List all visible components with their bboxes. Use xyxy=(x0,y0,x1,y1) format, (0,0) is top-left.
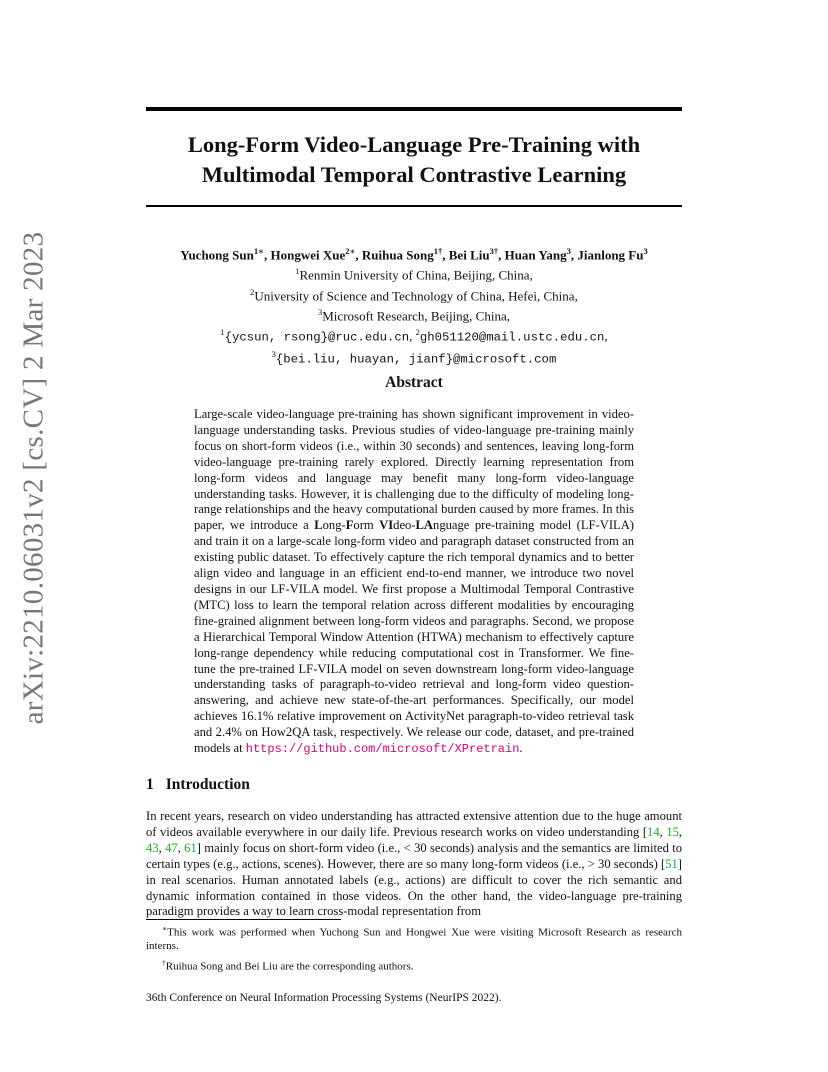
author-mark: 2∗ xyxy=(345,246,356,256)
affiliation-number: 2 xyxy=(250,286,255,297)
intro-text: In recent years, research on video understanding has attracted extensive attention due to the huge amount of videos available everywhere in our daily life. Previous research works on video understanding [ xyxy=(146,809,682,839)
affiliation-text: Microsoft Research, Beijing, China, xyxy=(322,308,510,324)
abstract-emphasis: VI xyxy=(379,518,394,533)
author-mark: 3† xyxy=(489,246,499,256)
citation-link[interactable]: 15 xyxy=(666,824,679,839)
abstract-emphasis: LA xyxy=(415,518,434,533)
abstract-text: ong- xyxy=(322,518,346,533)
abstract-emphasis: L xyxy=(314,518,323,533)
email-ustc: gh051120@mail.ustc.edu.cn xyxy=(419,330,605,345)
abstract-body xyxy=(194,407,634,758)
affiliation-number: 1 xyxy=(295,266,300,277)
author-mark: 3 xyxy=(643,246,648,256)
author-separator: , xyxy=(263,247,271,263)
section-heading-introduction xyxy=(146,776,250,794)
arxiv-identifier-stamp: arXiv:2210.06031v2 [cs.CV] 2 Mar 2023 xyxy=(17,231,50,725)
author-name: Yuchong Sun xyxy=(180,247,254,263)
introduction-body xyxy=(146,809,682,920)
footnote-mark: † xyxy=(162,958,166,968)
section-title: Introduction xyxy=(165,776,250,793)
affiliation-text: Renmin University of China, Beijing, China, xyxy=(299,267,533,283)
affiliation-1 xyxy=(146,263,682,283)
intro-text: , xyxy=(659,824,667,839)
footnote-mark: ∗ xyxy=(162,924,168,933)
affiliation-number: 3 xyxy=(271,348,276,359)
abstract-text: nguage xyxy=(433,518,470,533)
intro-text: ] mainly focus on short-form video (i.e., < 30 seconds) analysis and the semantics are limited to certain types (e.g., actions, scenes). However, there are so many long-form videos (i.e., > 30 seconds) [ xyxy=(146,840,683,871)
author-name: Huan Yang xyxy=(504,247,567,263)
email-separator: , xyxy=(604,328,608,344)
abstract-text: Large-scale video-language pre-training has shown significant improvement in video-language understanding tasks. Previous studies of video-language pre-training mainly focus on short-form videos (i.e., within 30 seconds) and sentences, leaving long-form video-language pre-training rarely explored. Directly learning representation from long-form videos and language may benefit many long-form video-language understanding tasks. However, it is challenging due to the difficulty of modeling long-range relationships and the heavy computational burden caused by more frames. In this paper, we introduce a xyxy=(194,407,634,533)
section-number: 1 xyxy=(146,776,154,793)
author-separator: , xyxy=(570,247,578,263)
author-mark: 1∗ xyxy=(253,246,264,256)
intro-text: , xyxy=(678,824,683,839)
author-block xyxy=(146,243,682,367)
email-separator: , xyxy=(409,328,416,344)
abstract-emphasis: F xyxy=(345,518,354,533)
footnote-2 xyxy=(146,956,682,974)
author-list xyxy=(146,243,682,263)
author-name: Ruihua Song xyxy=(361,247,434,263)
author-name: Bei Liu xyxy=(448,247,490,263)
abstract-text: pre-training model (LF-VILA) and train it on a large-scale long-form video and paragraph dataset constructed from an existing public dataset. To effectively capture the rich temporal dynamics and to better align video and language in an efficient end-to-end manner, we introduce two novel designs in our LF-VILA model. We first propose a Multimodal Temporal Contrastive (MTC) loss to learn the temporal relation across different modalities by encouraging fine-grained alignment between long-form videos and paragraphs. Second, we propose a Hierarchical Temporal Window Attention (HTWA) mechanism to effectively capture long-range dependency while reducing computational cost in Transformer. We fine-tune the pre-trained LF-VILA model on seven downstream long-form video-language understanding tasks of paragraph-to-video retrieval and long-form video question-answering, and achieve new state-of-the-art performances. Specifically, our model achieves 16.1% relative improvement on ActivityNet paragraph-to-video retrieval task and 2.4% on How2QA task, respectively. We release our code, dataset, and pre-trained models at xyxy=(194,518,634,756)
title-line-2: Multimodal Temporal Contrastive Learning xyxy=(201,162,627,187)
author-name: Hongwei Xue xyxy=(270,247,346,263)
abstract-text: orm xyxy=(353,518,380,533)
footnote-rule xyxy=(146,919,341,920)
citation-link[interactable]: 14 xyxy=(647,824,660,839)
author-separator: , xyxy=(498,247,505,263)
footnote-1 xyxy=(146,922,682,954)
code-repository-link[interactable]: https://github.com/microsoft/XPretrain xyxy=(245,742,520,757)
citation-link[interactable]: 51 xyxy=(665,856,678,871)
title-line-1: Long-Form Video-Language Pre-Training with xyxy=(187,132,641,157)
affiliation-number: 3 xyxy=(318,306,323,317)
citation-link[interactable]: 43 xyxy=(146,840,159,855)
author-mark: 1† xyxy=(433,246,443,256)
affiliation-number: 1 xyxy=(220,327,225,338)
affiliation-text: University of Science and Technology of China, Hefei, China, xyxy=(254,287,578,303)
abstract-text: deo- xyxy=(393,518,416,533)
venue-footer: 36th Conference on Neural Information Processing Systems (NeurIPS 2022). xyxy=(146,992,502,1004)
footnote-text: Ruihua Song and Bei Liu are the corresponding authors. xyxy=(165,960,414,973)
citation-link[interactable]: 47 xyxy=(165,840,178,855)
author-name: Jianlong Fu xyxy=(577,247,644,263)
email-line-2 xyxy=(146,346,682,367)
paper-title xyxy=(146,130,682,190)
affiliation-3 xyxy=(146,304,682,324)
footnotes xyxy=(146,922,682,975)
affiliation-number: 2 xyxy=(415,327,420,338)
intro-text: ] in real scenarios. Human annotated labels (e.g., actions) are difficult to cover the rich semantic and dynamic information contained in those videos. On the other hand, the video-language pre-training paradigm provides a way to learn cross-modal representation from xyxy=(146,856,682,919)
title-rule-bottom xyxy=(146,205,682,207)
footnote-text: This work was performed when Yuchong Sun and Hongwei Xue were visiting Microsoft Research as research interns. xyxy=(146,926,682,953)
author-separator: , xyxy=(442,247,449,263)
citation-link[interactable]: 61 xyxy=(184,840,197,855)
intro-text: , xyxy=(177,840,185,855)
email-ruc: {ycsun, rsong}@ruc.edu.cn xyxy=(224,330,410,345)
title-rule-top xyxy=(146,107,682,111)
author-separator: , xyxy=(355,247,362,263)
email-microsoft: {bei.liu, huayan, jianf}@microsoft.com xyxy=(275,351,557,366)
abstract-text: . xyxy=(519,741,523,756)
abstract-heading: Abstract xyxy=(385,374,443,391)
intro-text: , xyxy=(158,840,166,855)
affiliation-2 xyxy=(146,284,682,304)
author-mark: 3 xyxy=(566,246,571,256)
email-line-1 xyxy=(146,324,682,345)
